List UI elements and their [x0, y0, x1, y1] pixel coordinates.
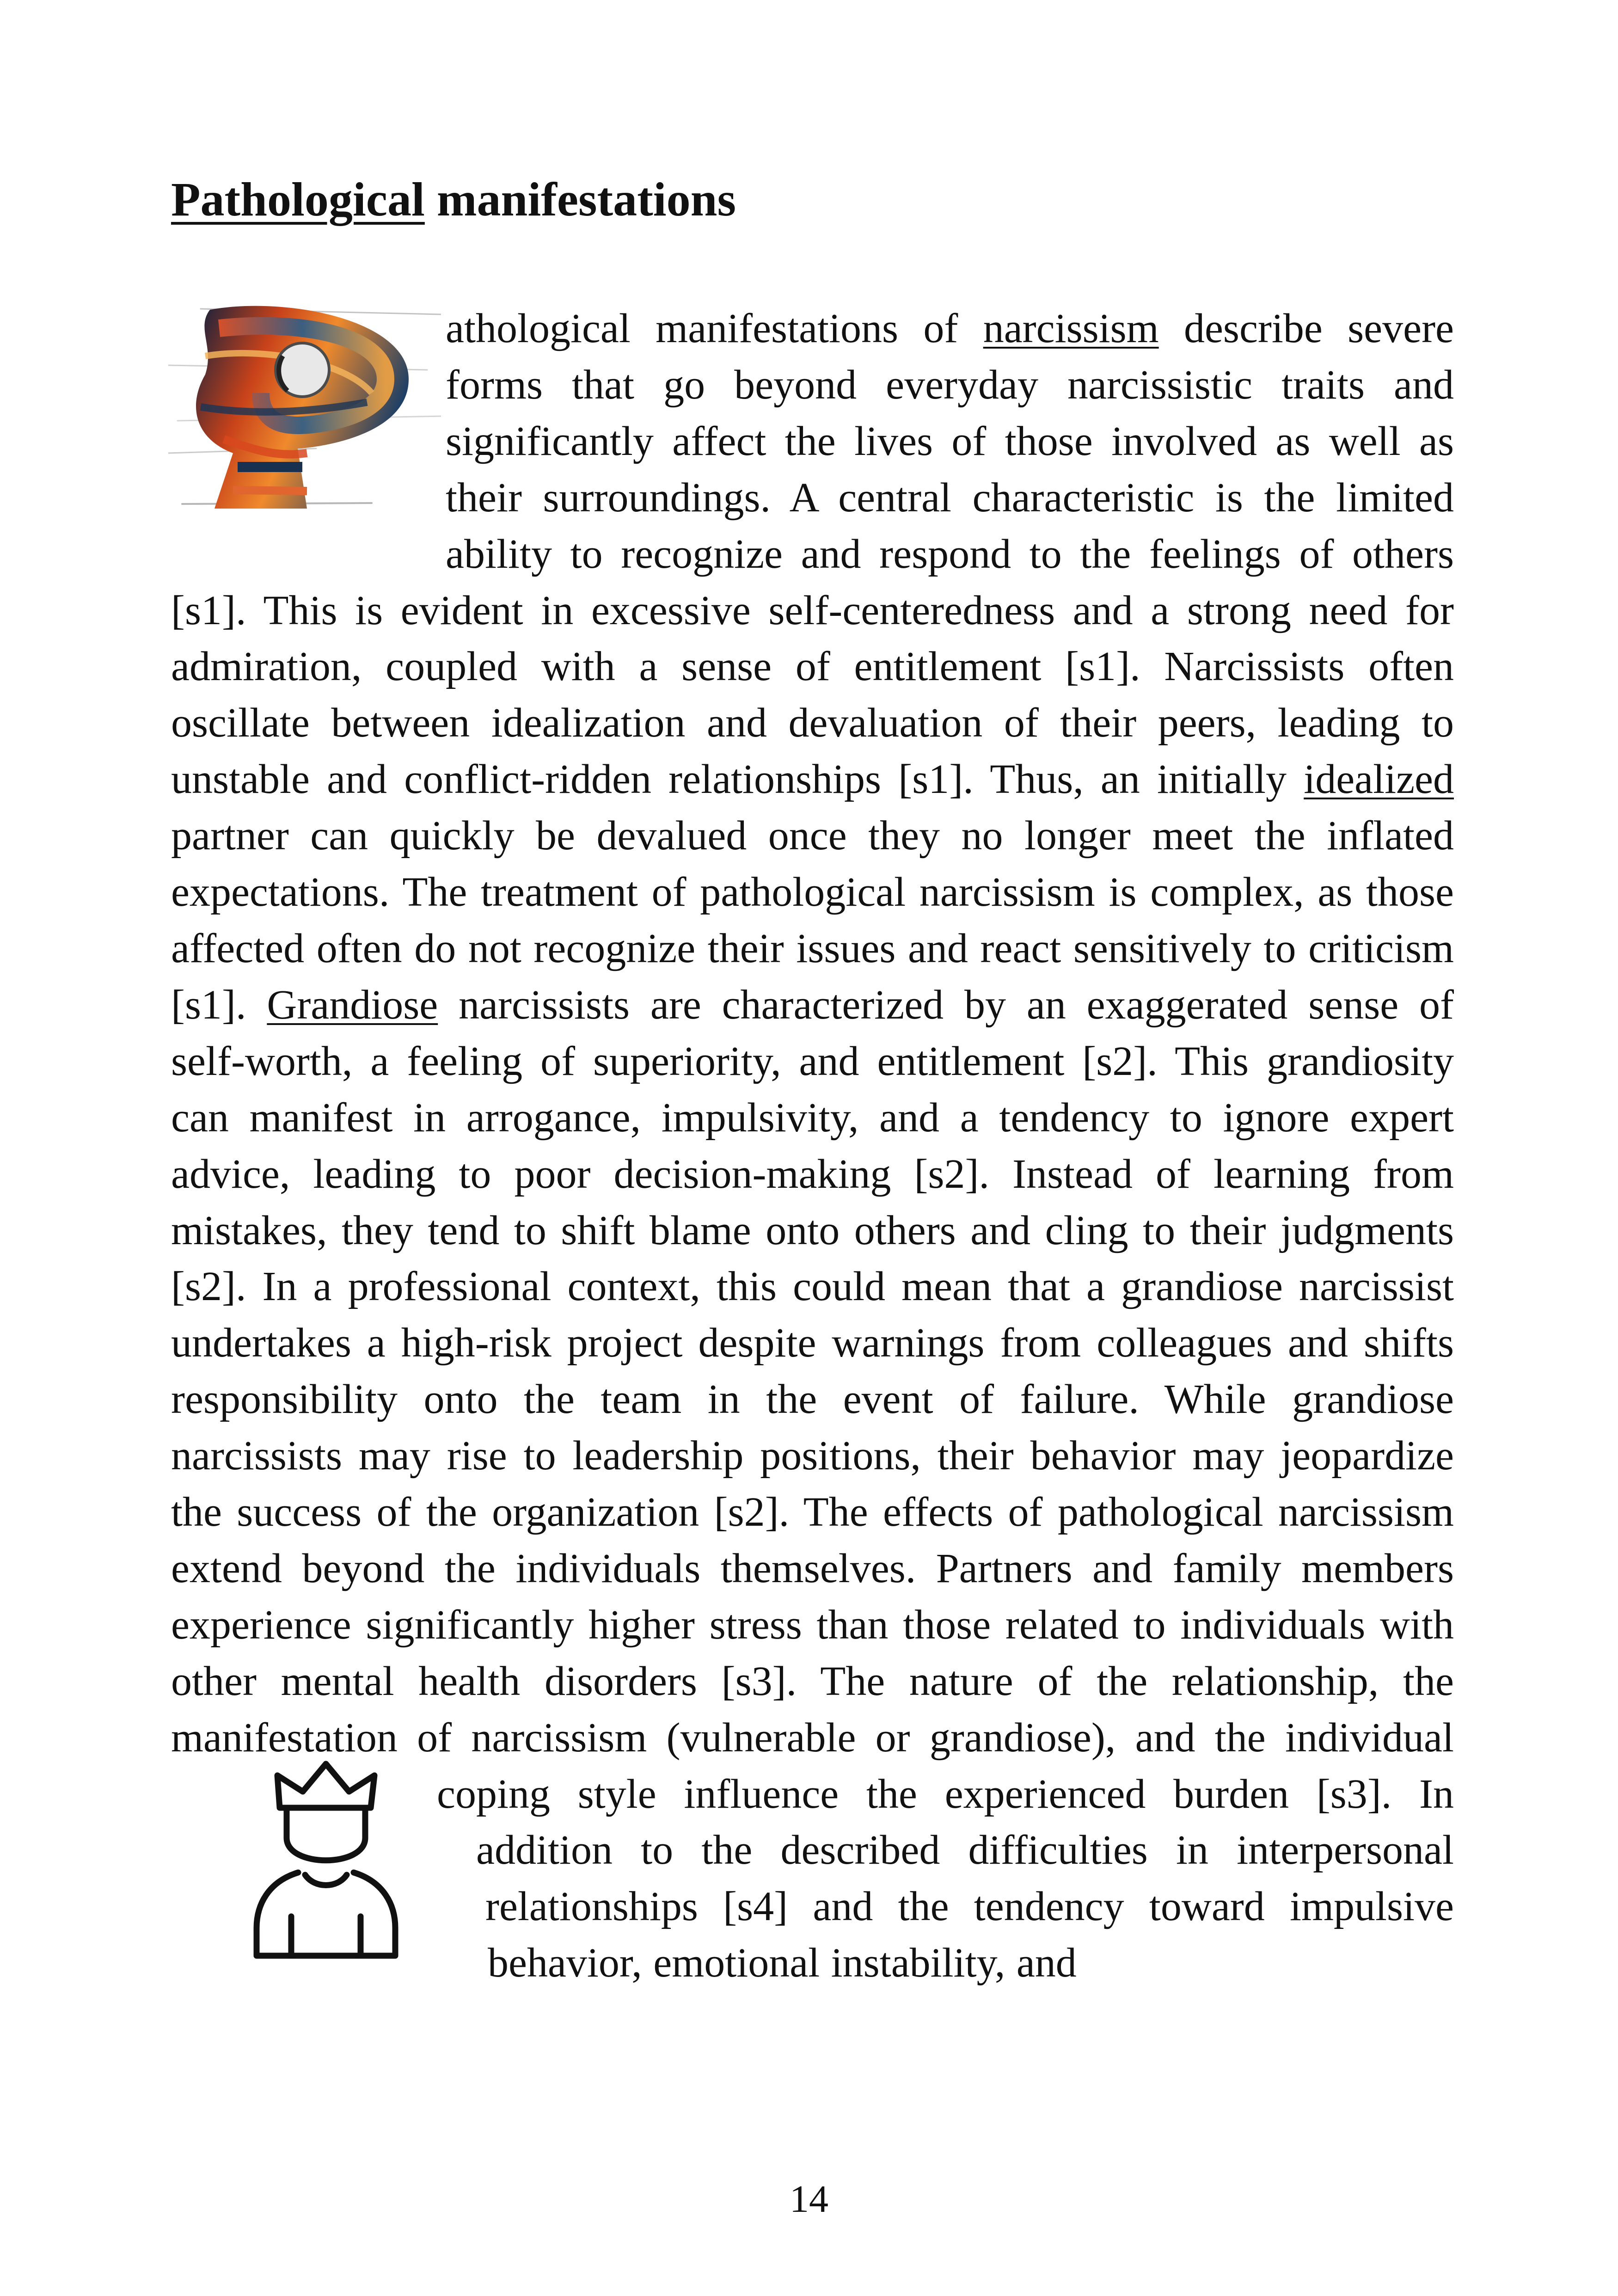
paragraph-segment: describe severe forms that go beyond everyday narcissistic traits and significantly affect the lives of those involved as well as their surroundings. A central characteristic is the limited ability to recognize and respond to the feelings of others [s1]. This is evident in excessive self-centeredness and a strong need for admiration, coupled with a sense of entitlement [s1]. Narcissists often oscillate between idealization and devaluation of their peers, leading to unstable and conflict-ridden relationships [s1]. Thus, an initially: [171, 306, 1454, 803]
wrap-indent: [171, 2104, 423, 2161]
link-grandiose[interactable]: Grandiose: [267, 982, 438, 1028]
abstract-painted-letter-p-icon: [168, 301, 446, 513]
link-narcissism[interactable]: narcissism: [983, 306, 1159, 351]
paragraph-text: [171, 301, 1454, 1991]
crowned-person-icon: [250, 1757, 402, 1960]
heading-underlined-word: Pathological: [171, 173, 425, 226]
section-heading: [171, 171, 736, 229]
wrap-indent: [171, 2048, 448, 2104]
page-number: 14: [790, 2178, 828, 2221]
wrap-indent: [171, 1991, 488, 2048]
link-idealized[interactable]: idealized: [1304, 756, 1454, 803]
heading-rest: manifestations: [424, 173, 736, 226]
paragraph-segment: partner can quickly be devalued once they no longer meet the inflated expectations. The treatment of pathological narcissism is complex, as those affected often do not recognize their issues and react sensitively to criticism [s1].: [171, 813, 1454, 1028]
paragraph-segment: narcissists are characterized by an exaggerated sense of self-worth, a feeling of superiority, and entitlement [s2]. This grandiosity can manifest in arrogance, impulsivity, and a tendency to ignore expert advice, leading to poor decision-making [s2]. Instead of learning from mistakes, they tend to shift blame onto others and cling to their judgments [s2]. In a professional context, this could mean that a grandiose narcissist undertakes a high-risk project despite warnings from colleagues and shifts responsibility onto the team in the event of failure. While grandiose narcissists may rise to leadership positions, their behavior may jeopardize the success of the organization [s2]. The effects of pathological narcissism extend beyond the individuals themselves. Partners and family members experience significantly higher stress than those related to individuals with other mental health disorders [s3]. The nature of the relationship, the manifestation of narcissism (vulnerable or grandiose), and the individual coping style influence the experienced burden [s3]. In addition to the described difficulties in interpersonal relationships [s4] and the tendency toward impulsive behavior, emotional instability, and: [171, 982, 1454, 1986]
paragraph-segment: athological manifestations of: [446, 306, 983, 351]
